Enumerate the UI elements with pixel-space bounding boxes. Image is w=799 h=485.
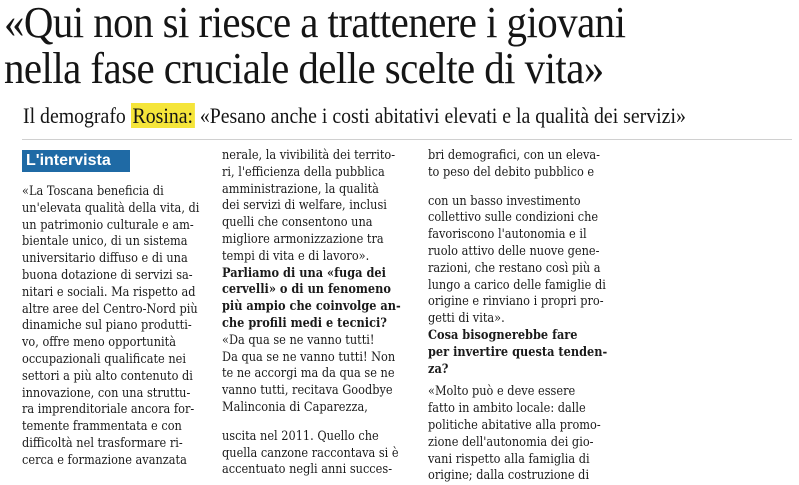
text-line: «Molto può e deve essere xyxy=(428,384,576,400)
text-line: razioni, che restano così più a xyxy=(428,260,601,276)
text-line: ri, l'efficienza della pubblica xyxy=(222,164,385,180)
text-line: vo, offre meno opportunità xyxy=(22,335,176,351)
headline-line-1: «Qui non si riesce a trattenere i giovani xyxy=(4,0,626,47)
text-line: collettivo sulle condizioni che xyxy=(428,210,599,226)
text-line: vani rispetto alla famiglia di xyxy=(428,451,590,467)
spacer xyxy=(222,417,412,429)
subheadline xyxy=(23,103,686,129)
text-line: fatto in ambito locale: dalle xyxy=(428,401,586,417)
text-line: te ne accorgi ma da qua se ne xyxy=(222,366,395,382)
text-line: bientale unico, di un sistema xyxy=(22,234,188,250)
text-line: dinamiche sul piano produtti- xyxy=(22,318,192,334)
text-line: accentuato negli anni succes- xyxy=(222,462,393,478)
text-line: per invertire questa tenden- xyxy=(428,344,608,360)
column-2-text-a xyxy=(222,148,412,266)
text-line: migliore armonizzazione tra xyxy=(222,231,384,247)
text-line: occupazionali qualificate nei xyxy=(22,351,186,367)
column-2 xyxy=(222,148,412,479)
headline-line-2: nella fase cruciale delle scelte di vita» xyxy=(4,44,604,93)
text-line: universitario diffuso e di una xyxy=(22,251,188,267)
text-line: vanno tutti, recitava Goodbye xyxy=(222,383,393,399)
text-line: che profili medi e tecnici? xyxy=(222,315,387,331)
text-line: Cosa bisognerebbe fare xyxy=(428,327,578,343)
column-2-text-b xyxy=(222,333,412,417)
text-line: amministrazione, la qualità xyxy=(222,181,379,197)
text-line: cerca e formazione avanzata xyxy=(22,452,187,468)
text-line: dei servizi di welfare, inclusi xyxy=(222,198,387,214)
spacer xyxy=(22,172,212,184)
text-line: quelli che consentono una xyxy=(222,215,373,231)
text-line: to peso del debito pubblico e xyxy=(428,164,595,180)
divider xyxy=(22,139,792,140)
text-line: za? xyxy=(428,361,449,377)
text-line: nerale, la vivibilità dei territo- xyxy=(222,148,396,163)
text-line: ra imprenditoriale ancora for- xyxy=(22,402,195,418)
headline xyxy=(4,0,743,92)
spacer xyxy=(428,182,618,194)
column-2-text-c xyxy=(222,429,412,479)
column-3-text-b xyxy=(428,194,618,328)
text-line: «La Toscana beneficia di xyxy=(22,184,164,199)
text-line: getti di vita». xyxy=(428,311,505,327)
text-line: altre aree del Centro-Nord più xyxy=(22,301,198,317)
text-line: zione dell'autonomia dei gio- xyxy=(428,434,594,450)
column-1-text xyxy=(22,184,212,470)
interview-question-2 xyxy=(428,328,618,378)
text-line: temente frammentata e con xyxy=(22,419,182,435)
text-line: politiche abitative alla promo- xyxy=(428,417,601,433)
text-line: uscita nel 2011. Quello che xyxy=(222,428,379,444)
subhead-intro: Il demografo xyxy=(23,103,131,128)
text-line: ruolo attivo delle nuove gene- xyxy=(428,243,600,259)
text-line: più ampio che coinvolge an- xyxy=(222,299,401,315)
column-3-text-a xyxy=(428,148,618,182)
text-line: nitari e sociali. Ma rispetto ad xyxy=(22,284,196,300)
text-line: un patrimonio culturale e am- xyxy=(22,217,194,233)
text-line: Malinconia di Caparezza, xyxy=(222,399,368,415)
column-3 xyxy=(428,148,618,485)
section-tag: L'intervista xyxy=(22,150,130,172)
interview-question-1 xyxy=(222,266,412,333)
text-line: innovazione, con una struttu- xyxy=(22,385,191,401)
column-1 xyxy=(22,150,212,470)
text-line: difficoltà nel trasformare ri- xyxy=(22,435,183,451)
text-line: quella canzone raccontava si è xyxy=(222,445,399,461)
text-line: Parliamo di una «fuga dei xyxy=(222,265,386,281)
text-line: tempi di vita e di lavoro». xyxy=(222,248,370,264)
text-line: «Da qua se ne vanno tutti! xyxy=(222,332,375,348)
text-line: origine; dalla costruzione di xyxy=(428,468,590,484)
column-3-text-c xyxy=(428,384,618,485)
text-line: cervelli» o di un fenomeno xyxy=(222,282,391,298)
text-line: un'elevata qualità della vita, di xyxy=(22,200,200,216)
text-line: buona dotazione di servizi sa- xyxy=(22,267,193,283)
text-line: Da qua se ne vanno tutti! Non xyxy=(222,349,396,365)
text-line: favoriscono l'autonomia e il xyxy=(428,227,587,243)
text-line: con un basso investimento xyxy=(428,193,581,209)
highlighted-name: Rosina: xyxy=(132,103,194,128)
text-line: lungo a carico delle famiglie di xyxy=(428,277,606,293)
subhead-quote: «Pesano anche i costi abitativi elevati e la qualità dei servizi» xyxy=(194,103,686,128)
text-line: bri demografici, con un eleva- xyxy=(428,148,601,163)
text-line: origine e rinviano i propri pro- xyxy=(428,294,604,310)
text-line: settori a più alto contenuto di xyxy=(22,368,193,384)
